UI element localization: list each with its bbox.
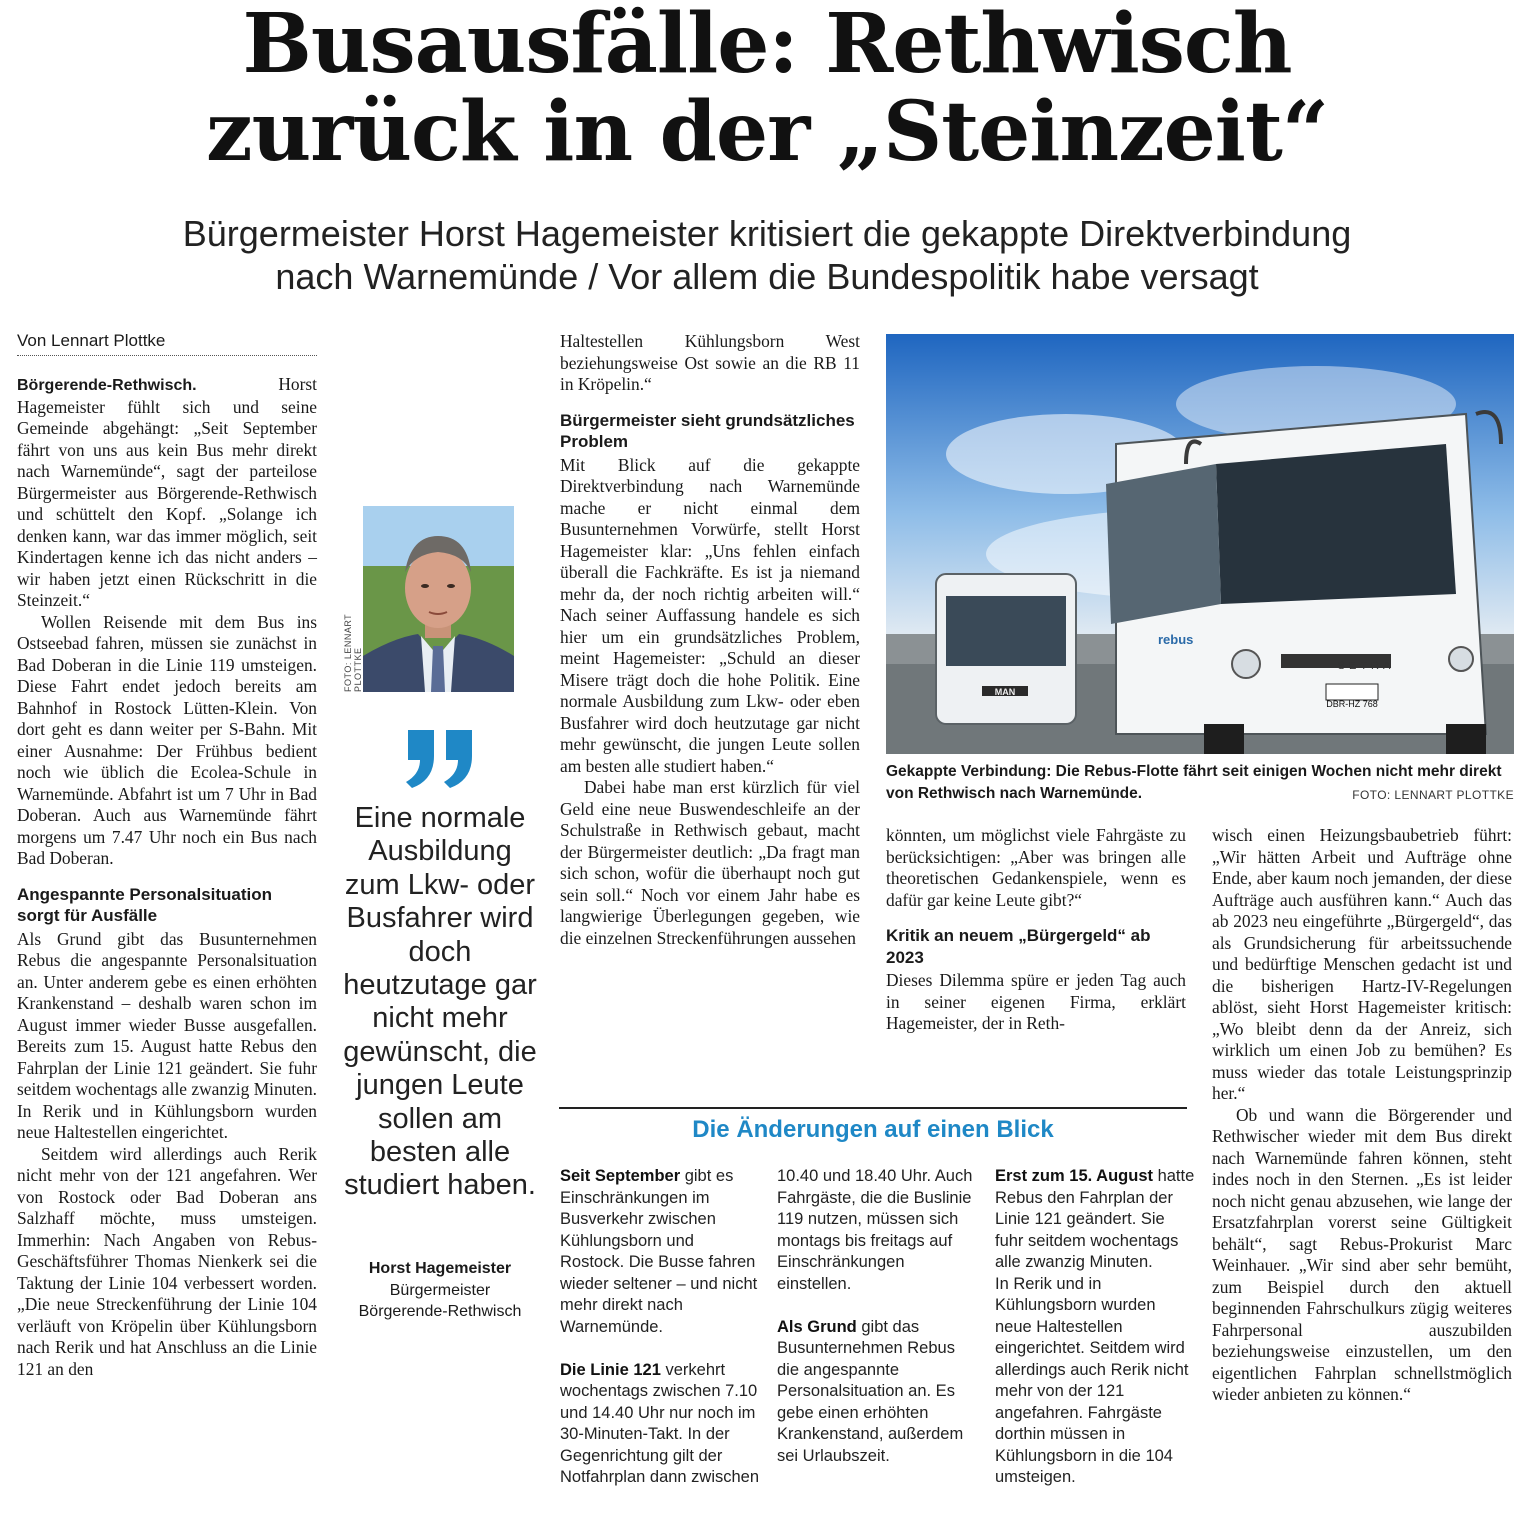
info-box-item: In Rerik und in Kühlungsborn wurden neue Haltestellen eingerichtet. Seitdem wird allerdings auch Rerik nicht mehr von der 121 angefahren. Fahrgäste dorthin müssen in Kühlungsborn in die 104 umsteigen. [995, 1274, 1189, 1486]
quote-author-role: Bürgermeister [389, 1281, 491, 1299]
article-paragraph: Dieses Dilemma spüre er jeden Tag auch in seiner eigenen Firma, erklärt Hagemeister, der in Reth- [886, 970, 1186, 1033]
subheading: Angespannte Personalsituation sorgt für Ausfälle [17, 884, 273, 925]
article-paragraph: wisch einen Heizungsbaubetrieb führt: „Wir hätten Arbeit und Aufträge ohne Ende, aber kaum noch jemanden, der diese Aufträge auch ausführen kann.“ Auch das ab 2023 neu eingeführte „Bürgergeld“, das als Grundsicherung für arbeitssuchende und bedürftige Menschen gedacht ist und die bisherigen Hartz-IV-Regelungen ablöst, sieht Horst Hagemeister kritisch: „Wo bleibt denn da der Anreiz, sich wirklich um einen Job zu bemühen? Es muss wieder das totale Leistungsprinzip her.“ [1212, 825, 1512, 1103]
article-column-3 [560, 331, 860, 949]
subheadline-line-2: nach Warnemünde / Vor allem die Bundespolitik habe versagt [275, 256, 1259, 297]
info-box-rule [559, 1107, 1187, 1109]
bus-photo [886, 334, 1514, 754]
portrait-credit: FOTO: LENNART PLOTTKE [343, 613, 363, 692]
article-paragraph: Seitdem wird allerdings auch Rerik nicht mehr von der 121 angefahren. Wer von Rostock oder Bad Doberan ans Salzhaff möchte, muss umsteigen. Immerhin: Nach Angaben von Rebus-Geschäftsführer Thomas Nienkerk sei die Taktung der Linie 104 verbessert worden. „Die neue Streckenführung der Linie 104 verläuft von Kröpelin über Kühlungsborn nach Rerik und hat Anschluss an die Linie 121 an den [17, 1143, 317, 1379]
article-column-5 [1212, 825, 1512, 1406]
quote-author-name: Horst Hagemeister [368, 1260, 512, 1277]
info-box-item: Erst zum 15. August hatte Rebus den Fahrplan der Linie 121 geändert. Sie fuhr seitdem wochentags alle zwanzig Minuten. [995, 1167, 1195, 1271]
quote-author-place: Börgerende-Rethwisch [358, 1303, 522, 1320]
article-paragraph: Wollen Reisende mit dem Bus ins Ostseebad fahren, müssen sie zunächst in Bad Doberan in die Linie 119 umsteigen. Diese Fahrt endet jedoch bereits am Bahnhof in Rostock Lütten-Klein. Von dort geht es dann weiter per S-Bahn. Mit einer Ausnahme: Der Frühbus bedient noch wie üblich die Ecolea-Schule in Warnemünde. Abfahrt ist um 7 Uhr in Bad Doberan. Auch aus Warnemünde fährt morgens um 7.47 Uhr noch ein Bus nach Bad Doberan. [17, 611, 317, 868]
info-box-item: 10.40 und 18.40 Uhr. Auch Fahrgäste, die die Buslinie 119 nutzen, müssen sich montags bis freitags auf Einschränkungen einstellen. [777, 1167, 973, 1293]
article-paragraph: Börgerende-Rethwisch. Horst Hagemeister fühlt sich und seine Gemeinde abgehängt: „Seit September fährt von uns aus kein Bus mehr direkt nach Warnemünde“, sagt der parteilose Bürgermeister aus Börgerende-Rethwisch und schüttelt den Kopf. „Solange ich denken kann, war das immer möglich, seit Kindertagen kenne ich das nicht anders – wir haben jetzt einen Rückschritt in die Steinzeit.“ [17, 374, 317, 610]
bus-make-label: SETRA [1337, 660, 1395, 672]
article-column-4 [886, 825, 1186, 1035]
article-paragraph: Dabei habe man erst kürzlich für viel Geld eine neue Buswendeschleife an der Schulstraße in Rethwisch gebaut, macht der Bürgermeister deutlich: „Da fragt man sich schon, wofür die überhaupt noch gut sein soll.“ Noch vor einem Jahr habe es langwierige Überlegungen gegeben, wie die einzelnen Streckenführungen aussehen [560, 777, 860, 948]
headline [0, 0, 1534, 180]
subheadline [0, 212, 1534, 298]
portrait-photo [363, 506, 514, 692]
article-paragraph: Als Grund gibt das Busunternehmen Rebus die angespannte Personalsituation an. Unter anderem gebe es einen erhöhten Krankenstand – deshalb waren schon im August immer wieder Busse ausgefallen. Bereits zum 15. August hatte Rebus den Fahrplan der Linie 121 geändert. Sie fuhr seitdem wochentags alle zwanzig Minuten. In Rerik und in Kühlungsborn wurden neue Haltestellen eingerichtet. [17, 928, 317, 1142]
info-box-column-3 [995, 1166, 1195, 1489]
byline: Von Lennart Plottke [17, 331, 317, 356]
article-paragraph: Mit Blick auf die gekappte Direktverbindung nach Warnemünde mache er nicht einmal dem Busunternehmen Vorwürfe, stellt Horst Hagemeister klar: „Uns fehlen einfach überall die Fachkräfte. Es ist ja niemand mehr da, der noch richtig arbeiten will.“ Nach seiner Auffassung handele es sich hier um ein grundsätzliches Problem, meint Hagemeister: „Schuld an dieser Misere trägt doch die hohe Politik. Eine normale Ausbildung zum Lkw- oder eben Busfahrer wird doch heutzutage gar nicht mehr gewünscht, die jungen Leute sollen am besten alle studiert haben.“ [560, 454, 860, 776]
pull-quote-text: Eine normale Ausbildung zum Lkw- oder Busfahrer wird doch heutzutage gar nicht mehr gewünscht, die jungen Leute sollen am besten alle studiert haben. [343, 802, 537, 1202]
dateline: Börgerende-Rethwisch. [17, 377, 197, 394]
article-paragraph: könnten, um möglichst viele Fahrgäste zu berücksichtigen: „Aber was bringen alle theoretischen Gedankenspiele, wenn es dafür gar keine Leute gibt?“ [886, 825, 1186, 910]
info-box-column-1 [560, 1166, 760, 1489]
caption-text: Gekappte Verbindung: Die Rebus-Flotte fährt seit einigen Wochen nicht mehr direkt von Rethwisch nach Warnemünde. [886, 763, 1502, 802]
subheadline-line-1: Bürgermeister Horst Hagemeister kritisiert die gekappte Direktverbindung [182, 213, 1352, 254]
info-box-item: Die Linie 121 verkehrt wochentags zwischen 7.10 und 14.40 Uhr nur noch im 30-Minuten-Takt. In der Gegenrichtung gilt der Notfahrplan dann zwischen [560, 1360, 760, 1486]
info-box-column-2 [777, 1166, 977, 1467]
info-box-title: Die Änderungen auf einen Blick [692, 1116, 1054, 1143]
headline-line-2: zurück in der „Steinzeit“ [206, 84, 1328, 180]
pull-quote-attribution [340, 1258, 540, 1323]
info-box-item: Seit September gibt es Einschränkungen im Busverkehr zwischen Kühlungsborn und Rostock. Die Busse fahren wieder seltener – und nicht mehr direkt nach Warnemünde. [560, 1167, 758, 1336]
bus-brand-logo: rebus [1158, 632, 1194, 647]
article-column-1 [17, 374, 317, 1380]
article-paragraph: Ob und wann die Börgerender und Rethwischer wieder mit dem Bus direkt nach Warnemünde fahren können, steht indes noch in den Sternen. „Es ist leider noch nicht genau abzusehen, wie lange der Ersatzfahrplan vorerst seine Gültigkeit behält“, sagt Rebus-Prokurist Marc Weinhauer. „Wir sind aber sehr bemüht, zum Beispiel durch den aktuell beginnenden Fahrschulkurs zügig weiteres Fahrpersonal auszubilden beziehungsweise einzustellen, um den eigentlichen Fahrplan schnellstmöglich wieder anbieten zu können.“ [1212, 1104, 1512, 1404]
subheading: Bürgermeister sieht grundsätzliches Problem [560, 410, 855, 451]
article-paragraph: Haltestellen Kühlungsborn West beziehungsweise Ost sowie an die RB 11 in Kröpelin.“ [560, 331, 860, 394]
bus-license-plate: DBR-HZ 768 [1326, 699, 1378, 709]
headline-line-1: Busausfälle: Rethwisch [242, 0, 1292, 92]
quote-icon [402, 730, 482, 790]
photo-credit: FOTO: LENNART PLOTTKE [1352, 787, 1514, 802]
subheading: Kritik an neuem „Bürgergeld“ ab 2023 [886, 926, 1151, 967]
photo-caption [886, 761, 1514, 806]
small-bus-make-label: MAN [994, 687, 1016, 697]
info-box-item: Als Grund gibt das Busunternehmen Rebus die angespannte Personalsituation an. Es gebe einen erhöhten Krankenstand, außerdem sei Urlaubszeit. [777, 1317, 964, 1465]
